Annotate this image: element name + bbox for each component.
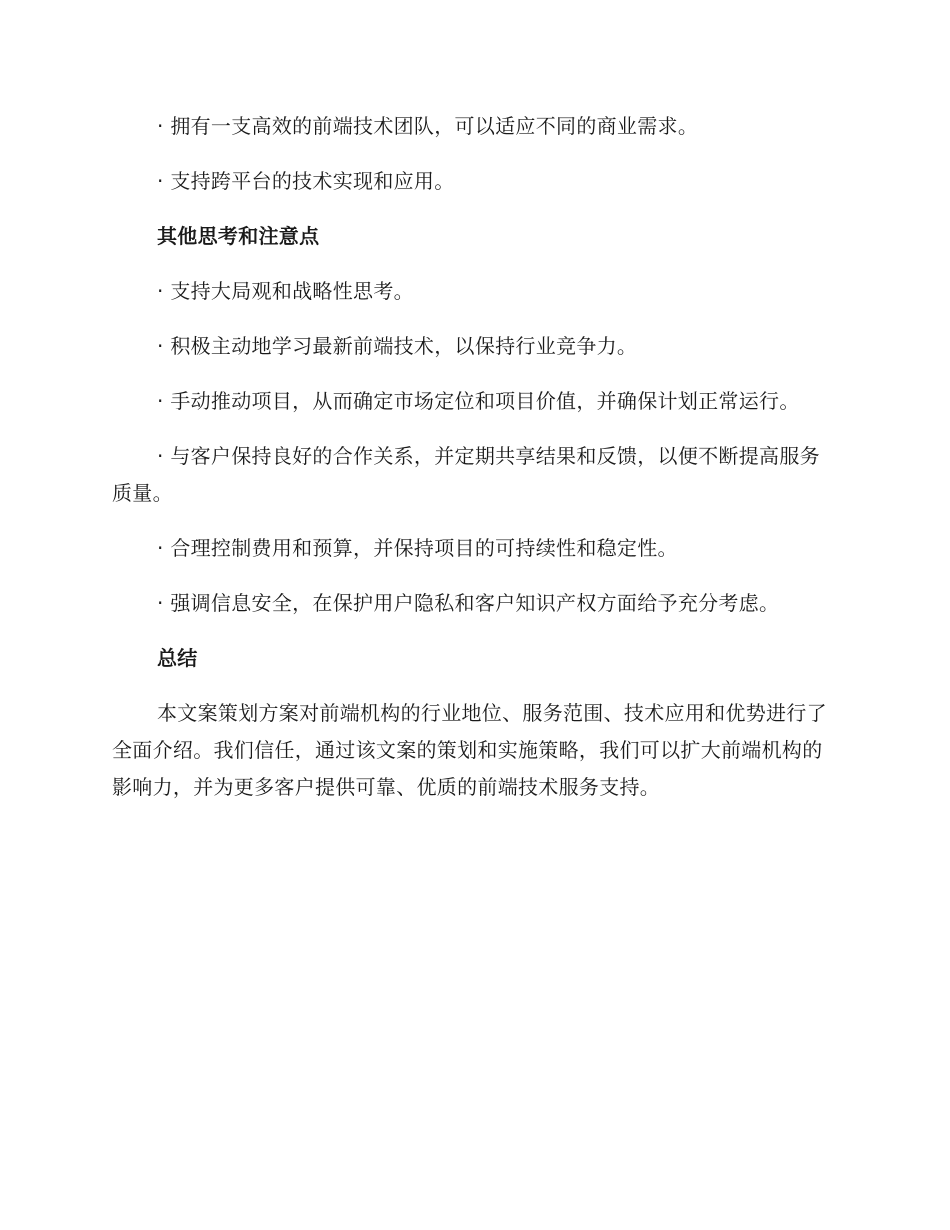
document-page <box>112 108 830 824</box>
other-bullet-5: · 合理控制费用和预算，并保持项目的可持续性和稳定性。 <box>157 536 678 560</box>
other-bullet-4: · 与客户保持良好的合作关系，并定期共享结果和反馈，以便不断提高服务质量。 <box>112 444 820 505</box>
intro-bullet-1: · 拥有一支高效的前端技术团队，可以适应不同的商业需求。 <box>157 114 699 138</box>
other-bullet-6: · 强调信息安全，在保护用户隐私和客户知识产权方面给予充分考虑。 <box>157 591 780 615</box>
section-heading-summary: 总结 <box>157 646 198 670</box>
section-heading-other: 其他思考和注意点 <box>157 224 320 248</box>
summary-paragraph: 本文案策划方案对前端机构的行业地位、服务范围、技术应用和优势进行了全面介绍。我们信任，通过该文案的策划和实施策略，我们可以扩大前端机构的影响力，并为更多客户提供可靠、优质的前端技术服务支持。 <box>112 701 827 799</box>
intro-bullet-2: · 支持跨平台的技术实现和应用。 <box>157 169 455 193</box>
other-bullet-3: · 手动推动项目，从而确定市场定位和项目价值，并确保计划正常运行。 <box>157 389 800 413</box>
other-bullet-1: · 支持大局观和战略性思考。 <box>157 279 414 303</box>
other-bullet-2: · 积极主动地学习最新前端技术，以保持行业竞争力。 <box>157 334 638 358</box>
